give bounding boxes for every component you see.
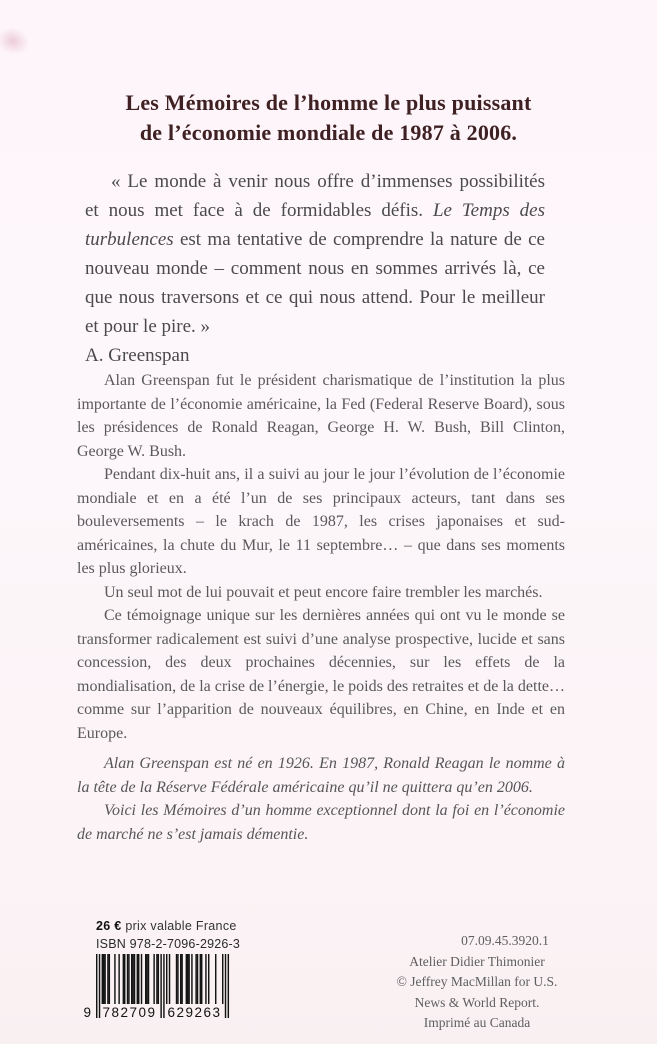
quote-closing: est ma tentative de comprendre la nature de ce nouveau monde – comment nous en sommes arrivés là, ce que nous traversons et ce qui nous attend. Pour le meilleur et pour le pire. » xyxy=(85,229,545,337)
quote-book-title: Le Temps des turbulences xyxy=(85,200,545,250)
author-quote-block xyxy=(85,167,545,370)
ean-barcode xyxy=(82,954,240,1027)
quote-attribution: A. Greenspan xyxy=(85,345,190,366)
credit-line: Imprimé au Canada xyxy=(423,1015,531,1030)
back-cover-title xyxy=(0,88,657,148)
quote-opening: « Le monde à venir nous offre d’immenses possibilités et nous met face à de formidables défis. xyxy=(85,171,545,221)
quote-paragraph xyxy=(85,167,545,341)
title-line-2: de l’économie mondiale de 1987 à 2006. xyxy=(139,120,518,145)
credit-line: © Jeffrey MacMillan for U.S. xyxy=(396,974,558,989)
barcode-digit-first: 9 xyxy=(83,1005,93,1020)
price-amount: 26 € xyxy=(96,919,122,933)
isbn-label: ISBN 978-2-7096-2926-3 xyxy=(96,937,241,951)
synopsis-block xyxy=(77,369,565,846)
credit-line: Atelier Didier Thimonier xyxy=(409,953,545,969)
synopsis-paragraph: Pendant dix-huit ans, il a suivi au jour le jour l’évolution de l’économie mondiale et en a été l’un de ses principaux acteurs, tant dans ses bouleversements – le krach de 1987, les crises japonaises et sud-américaines, la chute du Mur, le 11 septembre… – que dans ses moments les plus glorieux. xyxy=(77,466,565,577)
synopsis-paragraph: Un seul mot de lui pouvait et peut encore faire trembler les marchés. xyxy=(104,583,543,601)
purchase-info-block xyxy=(83,919,241,1027)
ink-smudge xyxy=(0,18,38,63)
synopsis-paragraph: Alan Greenspan fut le président charismatique de l’institution la plus importante de l’économie américaine, la Fed (Federal Reserve Board), sous les présidences de Ronald Reagan, George H. W. Bush, Bill Clinton, George W. Bush. xyxy=(77,372,565,460)
price-note: prix valable France xyxy=(125,919,237,933)
bio-paragraph: Voici les Mémoires d’un homme exceptionnel dont la foi en l’économie de marché ne s’est jamais démentie. xyxy=(77,802,565,843)
bio-paragraph: Alan Greenspan est né en 1926. En 1987, Ronald Reagan le nomme à la tête de la Réserve Fédérale américaine qu’il ne quittera qu’en 2006. xyxy=(77,755,565,796)
synopsis-paragraph: Ce témoignage unique sur les dernières années qui ont vu le monde se transformer radicalement est suivi d’une analyse prospective, lucide et sans concession, des deux prochaines décennies, sur les effets de la mondialisation, de la crise de l’énergie, le poids des retraites et de la dette… comme sur l’apparition de nouveaux équilibres, en Chine, en Inde et en Europe. xyxy=(77,607,565,742)
printer-credits-block xyxy=(386,931,568,1034)
title-line-1: Les Mémoires de l’homme le plus puissant xyxy=(125,90,532,115)
credit-line: 07.09.45.3920.1 xyxy=(461,933,549,948)
price-line xyxy=(96,919,240,933)
credit-line: News & World Report. xyxy=(414,994,540,1010)
barcode-graphic xyxy=(82,954,234,1022)
barcode-digits-group2: 629263 xyxy=(167,1005,222,1020)
author-bio-block xyxy=(77,752,565,846)
barcode-digits-group1: 782709 xyxy=(102,1005,157,1020)
